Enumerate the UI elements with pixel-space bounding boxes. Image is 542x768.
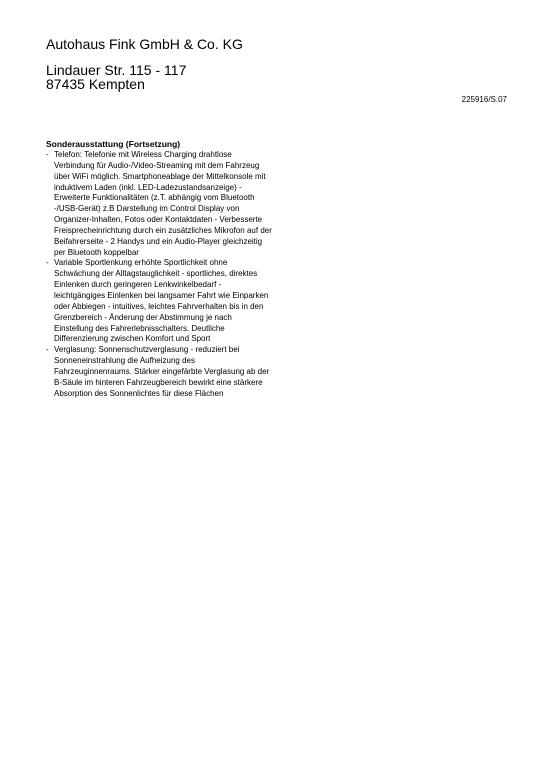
- equipment-item: [46, 345, 308, 399]
- section-title: Sonderausstattung (Fortsetzung): [46, 139, 181, 149]
- text-line: Verbindung für Audio-/Video-Streaming mit dem Fahrzeug: [54, 160, 260, 170]
- text-line: über WiFi möglich. Smartphoneablage der Mittelkonsole mit: [54, 171, 266, 181]
- equipment-section: [46, 139, 308, 399]
- equipment-item-text: [54, 258, 308, 345]
- text-line: Erweiterte Funktionalitäten (z.T. abhängig vom Bluetooth: [54, 193, 255, 203]
- text-line: Fahrzeuginnenraums. Stärker eingefärbte Verglasung ab der: [54, 366, 270, 376]
- text-line: Organizer-Inhalten, Fotos oder Kontaktdaten - Verbesserte: [54, 215, 263, 225]
- text-line: Telefon: Telefonie mit Wireless Charging drahtlose: [54, 150, 232, 159]
- equipment-list: [46, 150, 308, 399]
- list-bullet: -: [46, 345, 49, 355]
- text-line: -/USB-Gerät) z.B Darstellung im Control Display von: [54, 204, 240, 214]
- text-line: Einstellung des Fahrerlebnisschalters. Deutliche: [54, 323, 225, 333]
- equipment-item: [46, 150, 308, 258]
- text-line: Beifahrerseite - 2 Handys und ein Audio-Player gleichzeitig: [54, 236, 263, 246]
- list-bullet: -: [46, 258, 49, 268]
- text-line: Verglasung: Sonnenschutzverglasung - reduziert bei: [54, 345, 240, 355]
- text-line: Einlenken durch geringeren Lenkwinkelbedarf -: [54, 280, 222, 290]
- text-line: Variable Sportlenkung erhöhte Sportlichkeit ohne: [54, 258, 228, 268]
- text-line: oder Abbiegen - intuitives, leichtes Fahrverhalten bis in den: [54, 301, 264, 311]
- text-line: Absorption des Sonnenlichtes für diese Flächen: [54, 388, 224, 398]
- list-bullet: -: [46, 150, 49, 159]
- text-line: B-Säule im hinteren Fahrzeugbereich bewirkt eine stärkere: [54, 377, 263, 387]
- text-line: Freisprecheinrichtung durch ein zusätzliches Mikrofon auf der: [54, 225, 272, 235]
- equipment-item: [46, 258, 308, 345]
- address-city: 87435 Kempten: [46, 76, 145, 92]
- text-line: leichtgängiges Einlenken bei langsamer Fahrt wie Einparken: [54, 290, 269, 300]
- text-line: induktivem Laden (inkl. LED-Ladezustandsanzeige) -: [54, 182, 242, 192]
- address-street: Lindauer Str. 115 - 117: [46, 62, 187, 78]
- text-line: Differenzierung zwischen Komfort und Sport: [54, 334, 211, 344]
- text-line: Sonneneinstrahlung die Aufheizung des: [54, 356, 195, 366]
- text-line: per Bluetooth koppelbar: [54, 247, 139, 257]
- text-line: Schwächung der Alltagstauglichkeit - sportliches, direktes: [54, 269, 258, 279]
- dealer-address: [46, 63, 186, 91]
- dealer-name: Autohaus Fink GmbH & Co. KG: [46, 36, 243, 52]
- text-line: Grenzbereich - Änderung der Abstimmung je nach: [54, 312, 232, 322]
- equipment-item-text: [54, 150, 308, 258]
- document-reference: 225916/S.07: [461, 95, 507, 104]
- equipment-item-text: [54, 345, 308, 399]
